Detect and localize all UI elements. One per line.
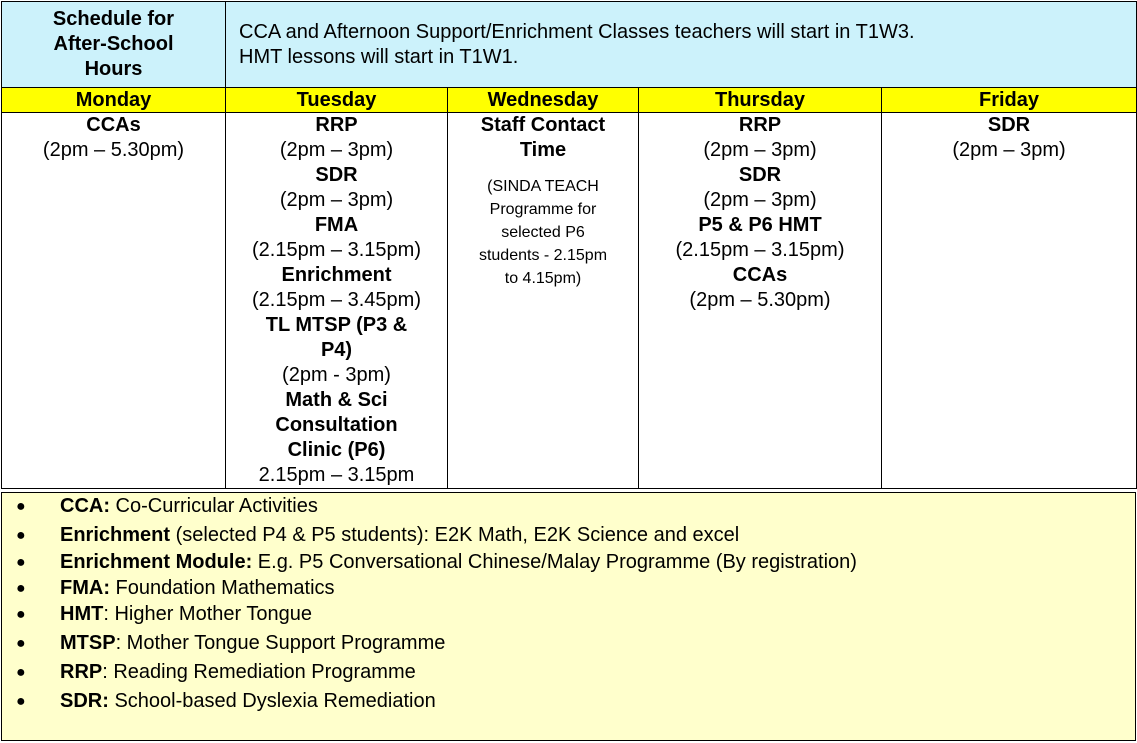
legend-term: MTSP — [60, 632, 116, 654]
bullet-icon: ● — [16, 606, 26, 623]
bullet-icon: ● — [16, 693, 26, 710]
activity-name: P4) — [320, 339, 353, 361]
activity-name: Clinic (P6) — [287, 439, 386, 461]
activity-time: (2pm – 3pm) — [703, 139, 817, 161]
legend-desc: E.g. P5 Conversational Chinese/Malay Programme (By registration) — [252, 551, 857, 573]
legend-term: RRP — [60, 661, 103, 683]
schedule-note: CCA and Afternoon Support/Enrichment Classes teachers will start in T1W3. HMT lessons will start in T1W1. — [226, 2, 1137, 88]
activity-time: (2pm – 5.30pm) — [689, 289, 831, 311]
legend-term: CCA: — [60, 495, 110, 517]
legend-desc: (selected P4 & P5 students): E2K Math, E2K Science and excel — [170, 524, 740, 546]
activity-time: (2.15pm – 3.15pm) — [252, 239, 421, 261]
tuesday-cell — [226, 113, 448, 489]
activities-row — [2, 113, 1137, 489]
day-header-row — [2, 88, 1137, 113]
activity-time: 2.15pm – 3.15pm — [258, 464, 415, 486]
legend-term: Enrichment Module: — [60, 551, 253, 573]
activity-name: CCAs — [86, 114, 141, 136]
day-friday: Friday — [882, 88, 1137, 113]
bullet-icon: ● — [16, 664, 26, 681]
header-row — [2, 2, 1137, 88]
friday-cell — [882, 113, 1137, 489]
wednesday-cell — [448, 113, 639, 489]
activity-note: (SINDA TEACH — [487, 178, 599, 195]
bullet-icon: ● — [16, 635, 26, 652]
legend-desc: Foundation Mathematics — [109, 577, 335, 599]
activity-time: (2.15pm – 3.15pm) — [675, 239, 845, 261]
legend-desc: : Mother Tongue Support Programme — [115, 632, 446, 654]
activity-time: (2.15pm – 3.45pm) — [252, 289, 421, 311]
legend-term: Enrichment — [60, 524, 171, 546]
day-tuesday: Tuesday — [226, 88, 448, 113]
activity-time: (2pm – 3pm) — [703, 189, 817, 211]
activity-note: Programme for — [489, 201, 597, 218]
activity-note: to 4.15pm) — [504, 270, 582, 287]
legend-term: FMA: — [60, 577, 110, 599]
bullet-icon: ● — [16, 498, 26, 515]
legend-desc: School-based Dyslexia Remediation — [108, 690, 436, 712]
legend-term: SDR: — [60, 690, 109, 712]
activity-name: Consultation — [275, 414, 398, 436]
bullet-icon: ● — [16, 554, 26, 571]
activity-time: (2pm – 3pm) — [279, 139, 394, 161]
activity-name: FMA — [314, 214, 359, 236]
legend-box — [1, 492, 1136, 741]
activity-time: (2pm – 5.30pm) — [42, 139, 185, 161]
day-thursday: Thursday — [639, 88, 882, 113]
day-monday: Monday — [2, 88, 226, 113]
activity-name: Time — [519, 139, 567, 161]
legend-desc: : Reading Remediation Programme — [102, 661, 416, 683]
monday-cell — [2, 113, 226, 489]
activity-note: selected P6 — [501, 224, 585, 241]
activity-time: (2pm - 3pm) — [282, 364, 391, 386]
activity-name: SDR — [738, 164, 782, 186]
day-wednesday: Wednesday — [448, 88, 639, 113]
activity-name: RRP — [315, 114, 358, 136]
activity-name: Enrichment — [281, 264, 392, 286]
activity-name: CCAs — [732, 264, 788, 286]
activity-time: (2pm – 3pm) — [952, 139, 1066, 161]
legend-desc: Co-Curricular Activities — [110, 495, 318, 517]
legend-term: HMT — [60, 603, 104, 625]
thursday-cell — [639, 113, 882, 489]
bullet-icon: ● — [16, 527, 26, 544]
activity-time: (2pm – 3pm) — [279, 189, 394, 211]
activity-name: RRP — [738, 114, 782, 136]
schedule-table — [1, 1, 1137, 489]
activity-name: Staff Contact — [480, 114, 606, 136]
activity-note: students - 2.15pm — [478, 247, 608, 264]
activity-name: SDR — [315, 164, 358, 186]
activity-name: TL MTSP (P3 & — [265, 314, 408, 336]
activity-name: Math & Sci — [285, 389, 388, 411]
schedule-title: Schedule for After-School Hours — [2, 2, 226, 88]
activity-name: SDR — [987, 114, 1031, 136]
bullet-icon: ● — [16, 580, 26, 597]
legend-desc: : Higher Mother Tongue — [103, 603, 312, 625]
activity-name: P5 & P6 HMT — [698, 214, 822, 236]
